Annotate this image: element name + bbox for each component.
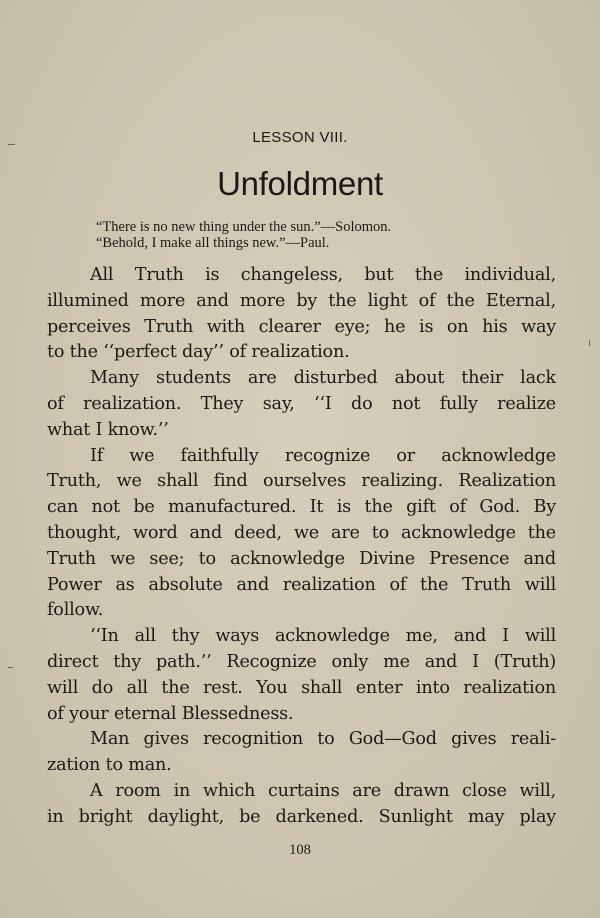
lesson-heading: LESSON VIII. [252, 129, 348, 146]
text-line: All Truth is changeless, but the individual, [90, 265, 556, 285]
text-line: ‘‘In all thy ways acknowledge me, and I will [90, 626, 556, 647]
text-line: follow. [47, 600, 104, 621]
text-line: of your eternal Blessedness. [47, 703, 294, 724]
text-line: direct thy path.’’ Recognize only me and I (Truth) [47, 651, 556, 672]
page-number: 108 [289, 842, 311, 858]
text-line: what I know.’’ [47, 419, 169, 440]
text-line: If we faithfully recognize or acknowledge [90, 445, 556, 466]
chapter-title: Unfoldment [217, 165, 383, 202]
epigraph-paul: “Behold, I make all things new.”—Paul. [96, 235, 330, 251]
text-line: of realization. They say, ‘‘I do not fully realize [47, 393, 556, 414]
margin-mark [589, 340, 590, 346]
text-line: zation to man. [47, 755, 172, 776]
margin-mark [8, 667, 13, 668]
epigraph-solomon: “There is no new thing under the sun.”—Solomon. [96, 219, 392, 235]
text-line: Man gives recognition to God—God gives reali- [90, 729, 556, 750]
text-line: can not be manufactured. It is the gift of God. By [47, 497, 556, 518]
text-line: illumined more and more by the light of the Eternal, [47, 290, 556, 311]
body-text [47, 263, 556, 831]
text-line: Many students are disturbed about their lack [90, 368, 556, 389]
text-line: perceives Truth with clearer eye; he is on his way [47, 316, 556, 337]
text-line: Power as absolute and realization of the Truth will [47, 574, 556, 595]
text-line: Truth, we shall find ourselves realizing. Realization [47, 471, 556, 492]
text-line: Truth we see; to acknowledge Divine Presence and [47, 548, 556, 569]
text-line: to the ‘‘perfect day’’ of realization. [47, 342, 350, 363]
text-line: in bright daylight, be darkened. Sunlight may play [47, 806, 556, 827]
text-line: thought, word and deed, we are to acknowledge the [47, 522, 556, 543]
text-line: A room in which curtains are drawn close will, [90, 780, 556, 801]
text-line: will do all the rest. You shall enter into realization [47, 677, 556, 698]
